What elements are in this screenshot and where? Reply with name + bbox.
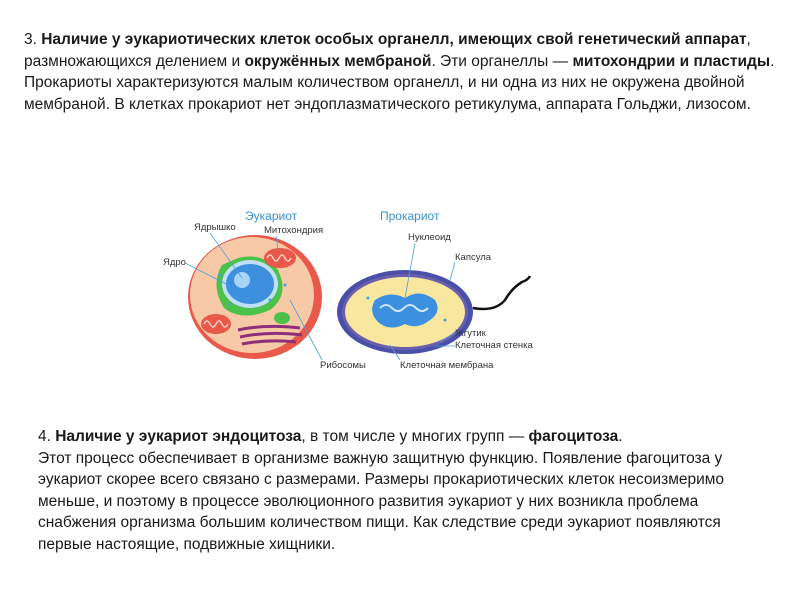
ribosome [444, 319, 447, 322]
mitochondrion-1 [264, 248, 296, 268]
eukaryote-cell [163, 209, 366, 371]
label-capsule: Капсула [455, 252, 492, 263]
p3-text-1: , размножающихся делением и [24, 31, 751, 70]
label-cell-wall: Клеточная стенка [455, 340, 533, 351]
label-ribosomes: Рибосомы [320, 360, 366, 371]
p3-prokaryote-text: Прокариоты характеризуются малым количеством органелл, и ни одна из них не окружена двойной мембраной. В клетках прокариот нет эндоплазматического ретикулума, аппарата Гольджи, лизосом. [24, 74, 751, 113]
p3-bold-membrane: окружённых мембраной [244, 52, 432, 70]
p3-text-2: . Эти органеллы — [431, 52, 573, 70]
prokaryote-cell [337, 209, 534, 371]
label-nucleoid: Нуклеоид [408, 232, 451, 243]
p4-text-1: , в том числе у многих групп — [301, 428, 529, 445]
ribosome [219, 274, 222, 277]
p3-text-3: . [770, 52, 775, 70]
flagellum [473, 276, 530, 309]
p3-bold-mito-plastids: митохондрии и пластиды [572, 52, 771, 70]
p4-rest: Этот процесс обеспечивает в организме важную защитную функцию. Появление фагоцитоза у эукариот скорее всего связано с размерами. Размеры прокариотических клеток несоизмеримо меньше, и поэтому в процессе эволюционного развития эукариот у них возникла проблема снабжения организма большим количеством пищи. Как следствие среди эукариот появляются первые настоящие, подвижные хищники. [38, 449, 725, 553]
ribosome [229, 303, 232, 306]
vesicle [274, 312, 290, 324]
ribosome [367, 297, 370, 300]
label-nucleus: Ядро [163, 257, 186, 268]
paragraph-4 [38, 426, 778, 555]
nucleus [226, 264, 274, 304]
prokaryote-title: Прокариот [380, 209, 440, 223]
ribosome [269, 299, 272, 302]
nucleolus [234, 272, 250, 288]
label-flagellum: Жгутик [455, 328, 486, 339]
p3-bold-organelles: Наличие у эукариотических клеток особых органелл, имеющих свой генетический аппарат [41, 31, 747, 48]
p3-number: 3. [24, 31, 42, 48]
p4-bold-phagocytosis: фагоцитоза [528, 428, 619, 445]
p4-number: 4. [38, 428, 56, 445]
eukaryote-title: Эукариот [245, 209, 298, 223]
label-mitochondria: Митохондрия [264, 225, 324, 236]
label-nucleolus: Ядрышко [194, 222, 236, 233]
cell-diagram [150, 200, 570, 390]
ribosome [284, 284, 287, 287]
leader-capsule [450, 262, 455, 280]
label-cell-membrane: Клеточная мембрана [400, 360, 494, 371]
paragraph-3 [24, 29, 784, 115]
p4-text-2: . [618, 428, 623, 445]
p4-bold-endocytosis: Наличие у эукариот эндоцитоза [55, 428, 302, 445]
